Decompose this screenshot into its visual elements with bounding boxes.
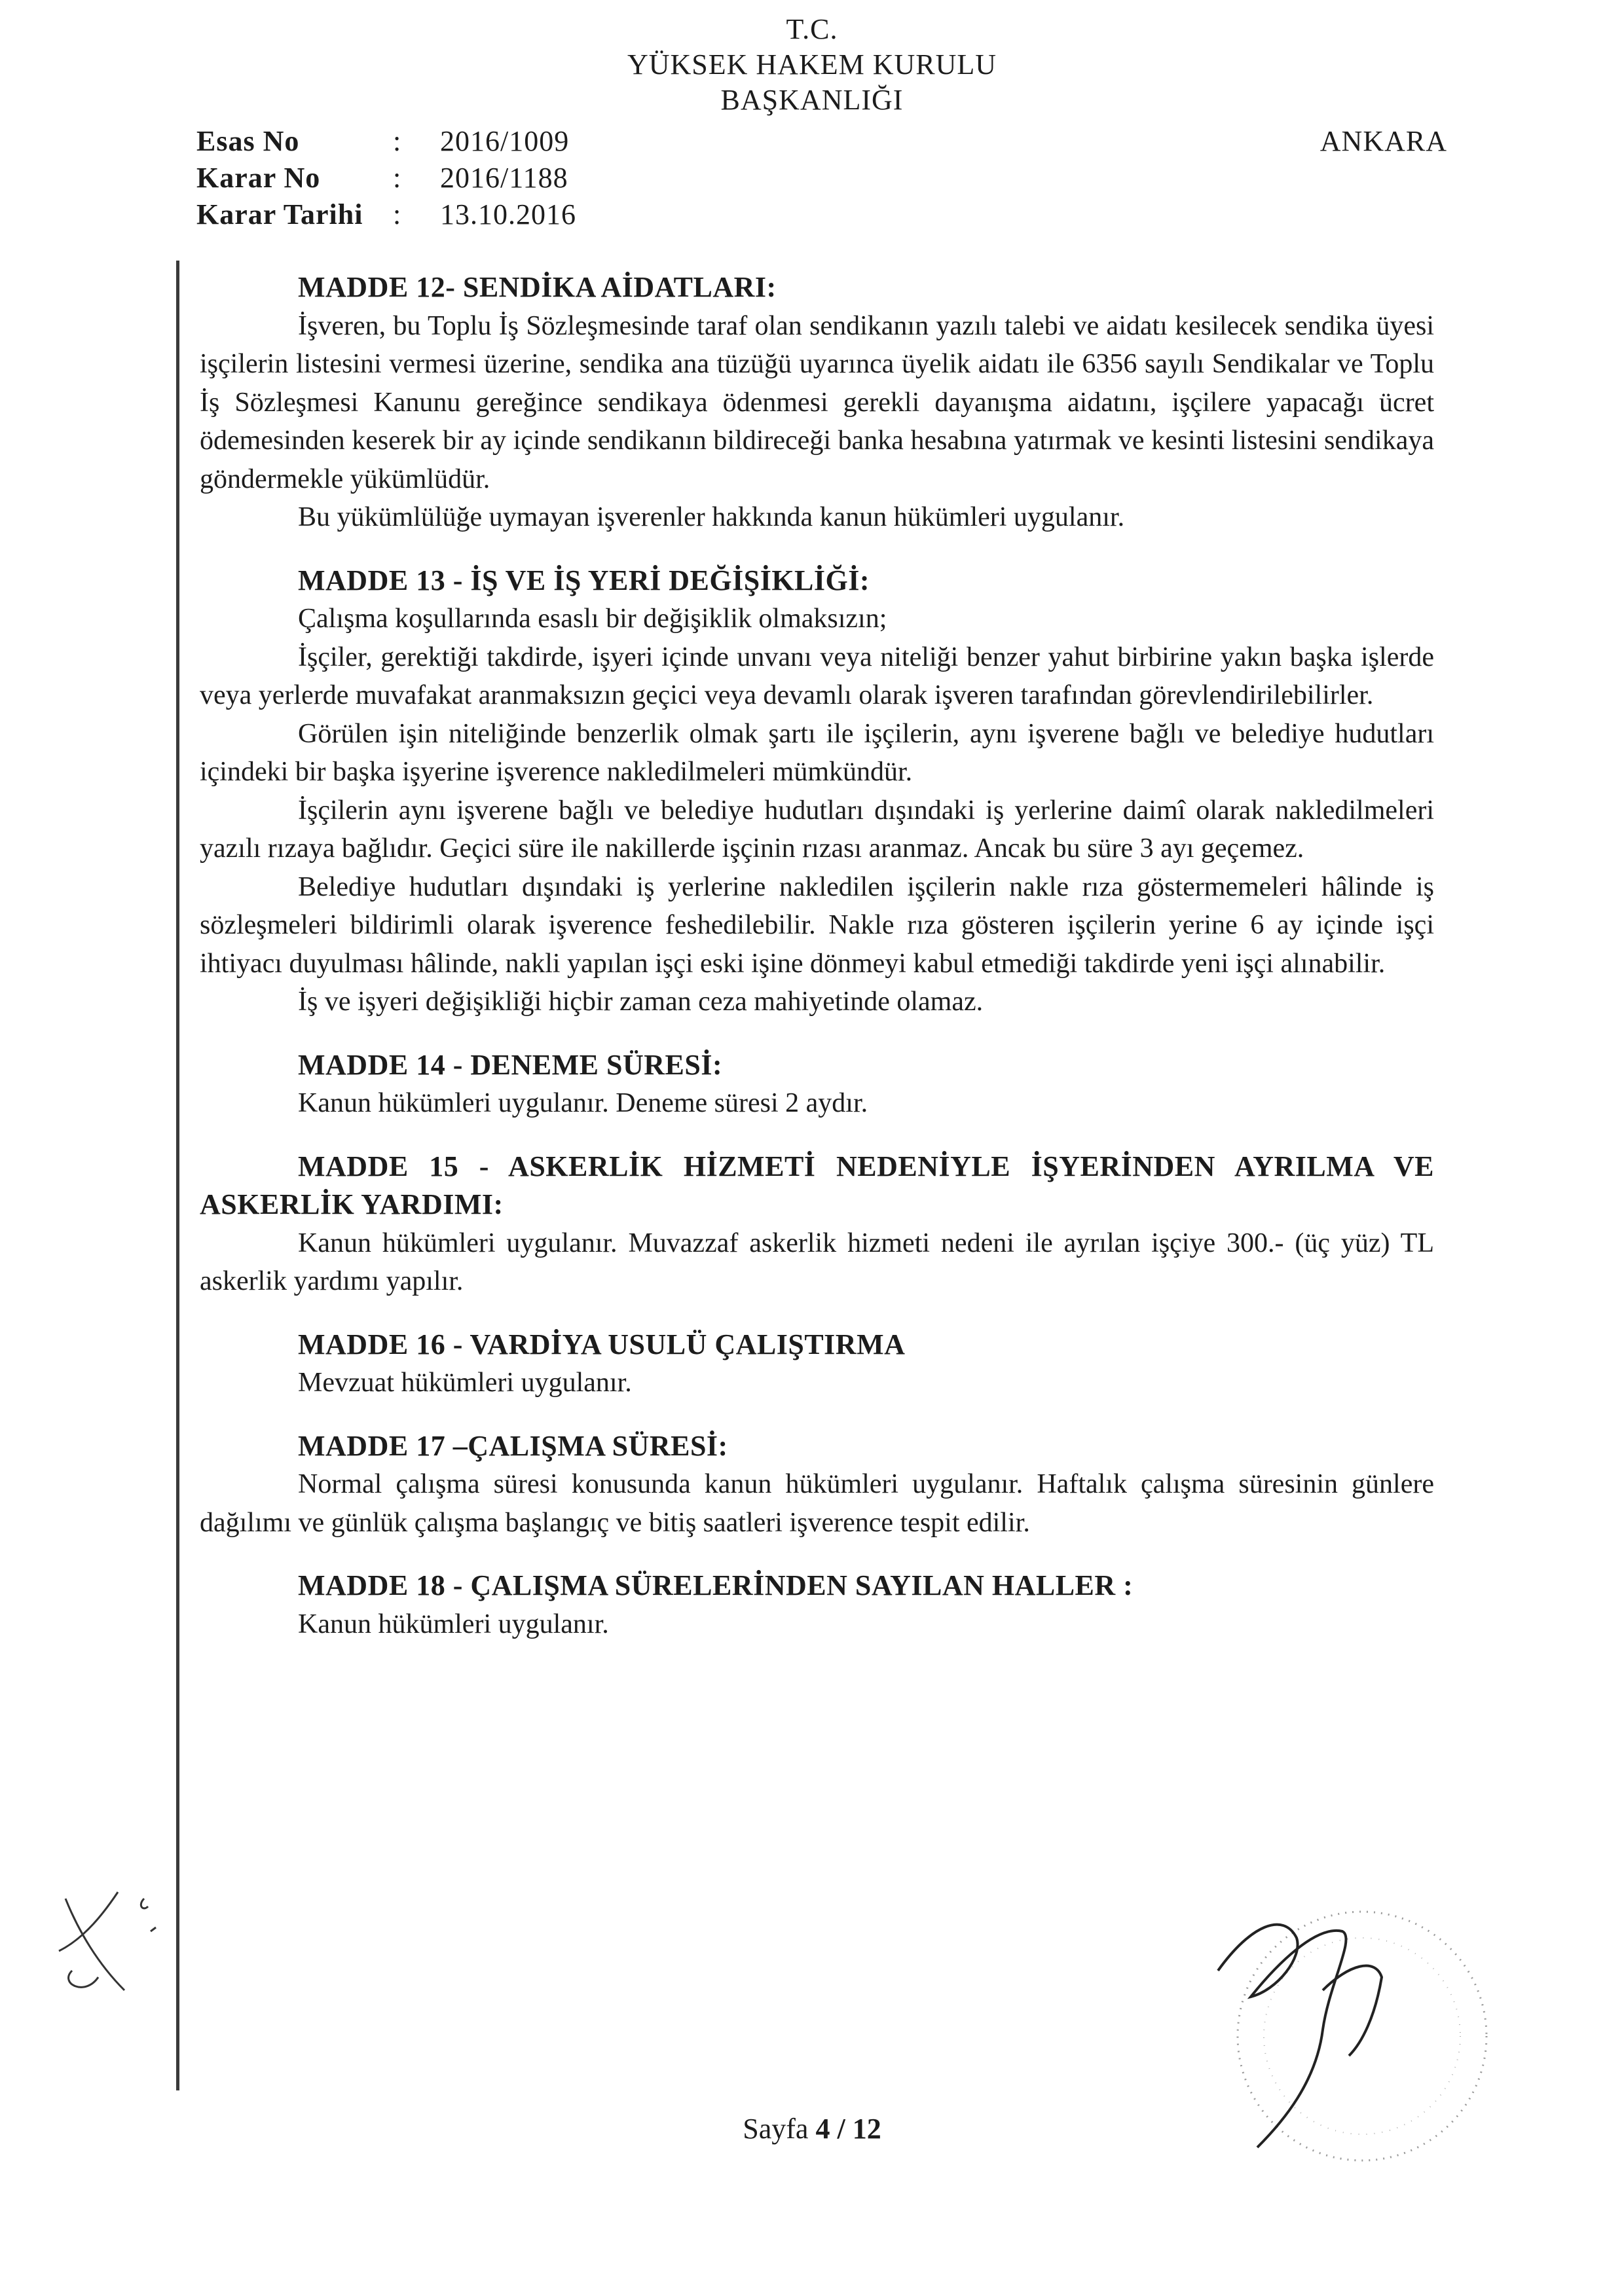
article-title: MADDE 18 - ÇALIŞMA SÜRELERİNDEN SAYILAN HALLER : bbox=[298, 1569, 1134, 1601]
header-line-tc: T.C. bbox=[786, 13, 838, 45]
meta-value: 13.10.2016 bbox=[440, 198, 576, 230]
article-18 bbox=[200, 1567, 1434, 1643]
article-paragraph: Görülen işin niteliğinde benzerlik olmak şartı ile işçilerin, aynı işverene bağlı ve belediye hudutları içindeki bir başka işyerine işverence nakledilmeleri mümkündür. bbox=[200, 718, 1434, 787]
meta-row-esas bbox=[196, 123, 576, 160]
meta-label: Esas No bbox=[196, 125, 300, 157]
meta-row-karar bbox=[196, 160, 576, 196]
article-paragraph: Kanun hükümleri uygulanır. Muvazzaf askerlik hizmeti nedeni ile ayrılan işçiye 300.- (üç yüz) TL askerlik yardımı yapılır. bbox=[200, 1228, 1434, 1296]
article-title: MADDE 17 –ÇALIŞMA SÜRESİ: bbox=[298, 1429, 728, 1462]
case-metadata bbox=[196, 123, 576, 233]
city-label: ANKARA bbox=[1320, 125, 1447, 157]
meta-colon: : bbox=[393, 198, 401, 230]
meta-value: 2016/1009 bbox=[440, 125, 570, 157]
article-17 bbox=[200, 1427, 1434, 1542]
handwritten-initials bbox=[46, 1872, 164, 2003]
article-paragraph: İşveren, bu Toplu İş Sözleşmesinde taraf olan sendikanın yazılı talebi ve aidatı kesilecek sendika üyesi işçilerin listesini vermesi üzerine, sendika ana tüzüğü uyarınca üyelik aidatı ile 6356 sayılı Sendikalar ve Toplu İş Sözleşmesi Kanunu gereğince sendikaya ödenmesi gerekli dayanışma aidatını, işçilere yapacağı ücret ödemesinden keserek bir ay içinde sendikanın bildireceği banka hesabına yatırmak ve kesinti listesini sendikaya göndermekle yükümlüdür. bbox=[200, 310, 1434, 494]
left-margin-rule bbox=[176, 261, 179, 2090]
page-label: Sayfa bbox=[743, 2113, 809, 2145]
article-paragraph: Kanun hükümleri uygulanır. Deneme süresi 2 aydır. bbox=[298, 1088, 868, 1118]
article-15 bbox=[200, 1148, 1434, 1301]
article-12 bbox=[200, 268, 1434, 537]
article-paragraph: İşçilerin aynı işverene bağlı ve belediye hudutları dışındaki iş yerlerine daimî olarak nakledilmeleri yazılı rızaya bağlıdır. Geçici süre ile nakillerde işçinin rızası aranmaz. Ancak bu süre 3 ayı geçemez. bbox=[200, 795, 1434, 864]
meta-value: 2016/1188 bbox=[440, 162, 568, 194]
article-paragraph: Çalışma koşullarında esaslı bir değişiklik olmaksızın; bbox=[298, 604, 887, 634]
article-16 bbox=[200, 1326, 1434, 1402]
article-paragraph: Mevzuat hükümleri uygulanır. bbox=[298, 1368, 632, 1398]
signature-with-stamp bbox=[1166, 1886, 1532, 2226]
article-title: MADDE 14 - DENEME SÜRESİ: bbox=[298, 1048, 723, 1081]
article-title: MADDE 13 - İŞ VE İŞ YERİ DEĞİŞİKLİĞİ: bbox=[298, 564, 870, 596]
document-body bbox=[200, 268, 1434, 1668]
article-title: MADDE 15 - ASKERLİK HİZMETİ NEDENİYLE İŞYERİNDEN AYRILMA VE ASKERLİK YARDIMI: bbox=[200, 1150, 1434, 1220]
meta-row-tarih bbox=[196, 196, 576, 233]
header-line-institution: YÜKSEK HAKEM KURULU bbox=[627, 48, 997, 81]
article-title: MADDE 16 - VARDİYA USULÜ ÇALIŞTIRMA bbox=[298, 1328, 906, 1360]
article-paragraph: Kanun hükümleri uygulanır. bbox=[298, 1609, 609, 1639]
meta-colon: : bbox=[393, 162, 401, 194]
article-paragraph: Bu yükümlülüğe uymayan işverenler hakkında kanun hükümleri uygulanır. bbox=[298, 502, 1125, 532]
article-title: MADDE 12- SENDİKA AİDATLARI: bbox=[298, 271, 777, 303]
document-header bbox=[0, 12, 1624, 118]
meta-label: Karar Tarihi bbox=[196, 198, 363, 230]
meta-colon: : bbox=[393, 125, 401, 157]
article-paragraph: İş ve işyeri değişikliği hiçbir zaman ceza mahiyetinde olamaz. bbox=[298, 987, 984, 1017]
article-paragraph: Belediye hudutları dışındaki iş yerlerine nakledilen işçilerin nakle rıza göstermemeleri hâlinde iş sözleşmeleri bildirimli olarak işverence feshedilebilir. Nakle rıza gösteren işçilerin yerine 6 ay içinde işçi ihtiyacı duyulması hâlinde, nakli yapılan işçi eski işine dönmeyi kabul etmediği takdirde yeni işçi alınabilir. bbox=[200, 871, 1434, 979]
article-paragraph: İşçiler, gerektiği takdirde, işyeri içinde unvanı veya niteliği benzer yahut birbirine yakın başka işlerde veya yerlerde muvafakat aranmaksızın geçici veya devamlı olarak işveren tarafından görevlendirilebilirler. bbox=[200, 642, 1434, 710]
meta-label: Karar No bbox=[196, 162, 321, 194]
page-footer bbox=[0, 2112, 1624, 2145]
page-number: 4 / 12 bbox=[815, 2113, 881, 2145]
article-14 bbox=[200, 1046, 1434, 1123]
article-paragraph: Normal çalışma süresi konusunda kanun hükümleri uygulanır. Haftalık çalışma süresinin günlere dağılımı ve günlük çalışma başlangıç ve bitiş saatleri işverence tespit edilir. bbox=[200, 1469, 1434, 1538]
article-13 bbox=[200, 562, 1434, 1021]
header-line-office: BAŞKANLIĞI bbox=[720, 84, 904, 116]
